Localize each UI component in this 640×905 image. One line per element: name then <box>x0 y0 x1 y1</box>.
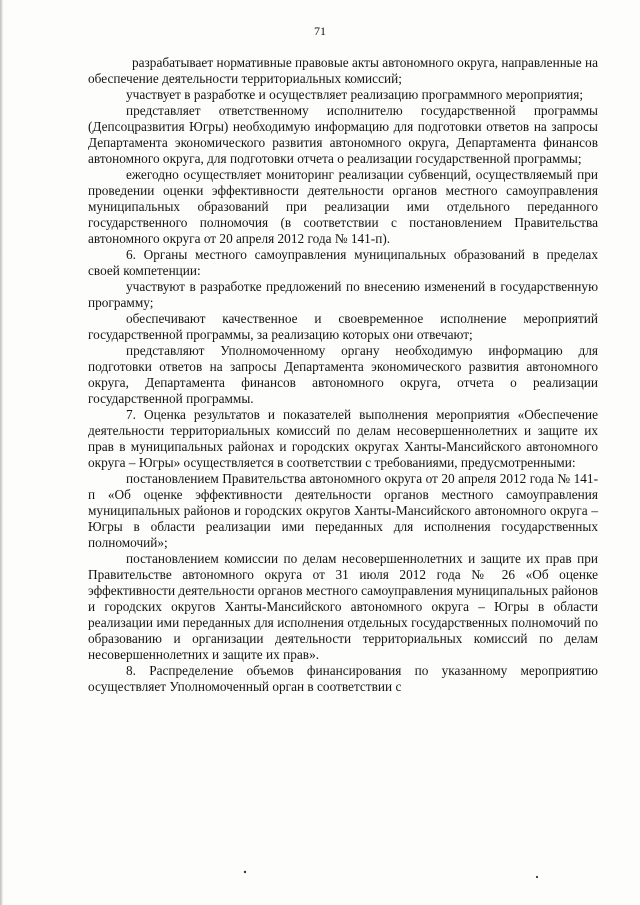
paragraph: представляет ответственному исполнителю государственной программы (Депсоцразвития Югры) необходимую информацию для подготовки ответов на запросы Департамента экономического развития автономного округа, Департамента финансов автономного округа, для подготовки отчета о реализации государственной программы; <box>88 103 598 166</box>
scan-speck <box>536 876 538 878</box>
page-number: 71 <box>314 24 326 38</box>
paragraph: постановлением Правительства автономного округа от 20 апреля 2012 года № 141-п «Об оценке эффективности деятельности органов местного самоуправления муниципальных районов и городских округов Ханты-Мансийского автономного округа – Югры в области реализации ими переданных для исполнения государственных полномочий»; <box>88 471 598 550</box>
paragraph: представляют Уполномоченному органу необходимую информацию для подготовки ответов на запросы Департамента экономического развития автономного округа, Департамента финансов автономного округа, отчета о реализации государственной программы. <box>88 343 598 406</box>
paragraph: участвует в разработке и осуществляет реализацию программного мероприятия; <box>126 87 584 102</box>
paragraph: 8. Распределение объемов финансирования по указанному мероприятию осуществляет Уполномоченный орган в соответствии с <box>88 663 598 694</box>
paragraph: постановлением комиссии по делам несовершеннолетних и защите их прав при Правительстве автономного округа от 31 июля 2012 года № 26 «Об оценке эффективности деятельности органов местного самоуправления муниципальных районов и городских округов Ханты-Мансийского автономного округа – Югры в области реализации ими переданных для исполнения отдельных государственных полномочий по образованию и организации деятельности территориальных комиссий по делам несовершеннолетних и защите их прав». <box>88 551 598 662</box>
paragraph: разрабатывает нормативные правовые акты автономного округа, направленные на обеспечение деятельности территориальных комиссий; <box>88 55 598 86</box>
paragraph: 7. Оценка результатов и показателей выполнения мероприятия «Обеспечение деятельности территориальных комиссий по делам несовершеннолетних и защите их прав в муниципальных районах и городских округах Ханты-Мансийского автономного округа – Югры» осуществляется в соответствии с требованиями, предусмотренными: <box>88 407 598 470</box>
scan-speck <box>244 871 246 873</box>
paragraph: участвуют в разработке предложений по внесению изменений в государственную программу; <box>88 279 598 310</box>
paragraph: обеспечивают качественное и своевременное исполнение мероприятий государственной программы, за реализацию которых они отвечают; <box>88 311 598 342</box>
paragraph: ежегодно осуществляет мониторинг реализации субвенций, осуществляемый при проведении оценки эффективности деятельности органов местного самоуправления муниципальных образований при реализации ими отдельного переданного государственного полномочия (в соответствии с постановлением Правительства автономного округа от 20 апреля 2012 года № 141-п). <box>88 167 598 246</box>
paragraph: 6. Органы местного самоуправления муниципальных образований в пределах своей компетенции: <box>88 247 598 278</box>
